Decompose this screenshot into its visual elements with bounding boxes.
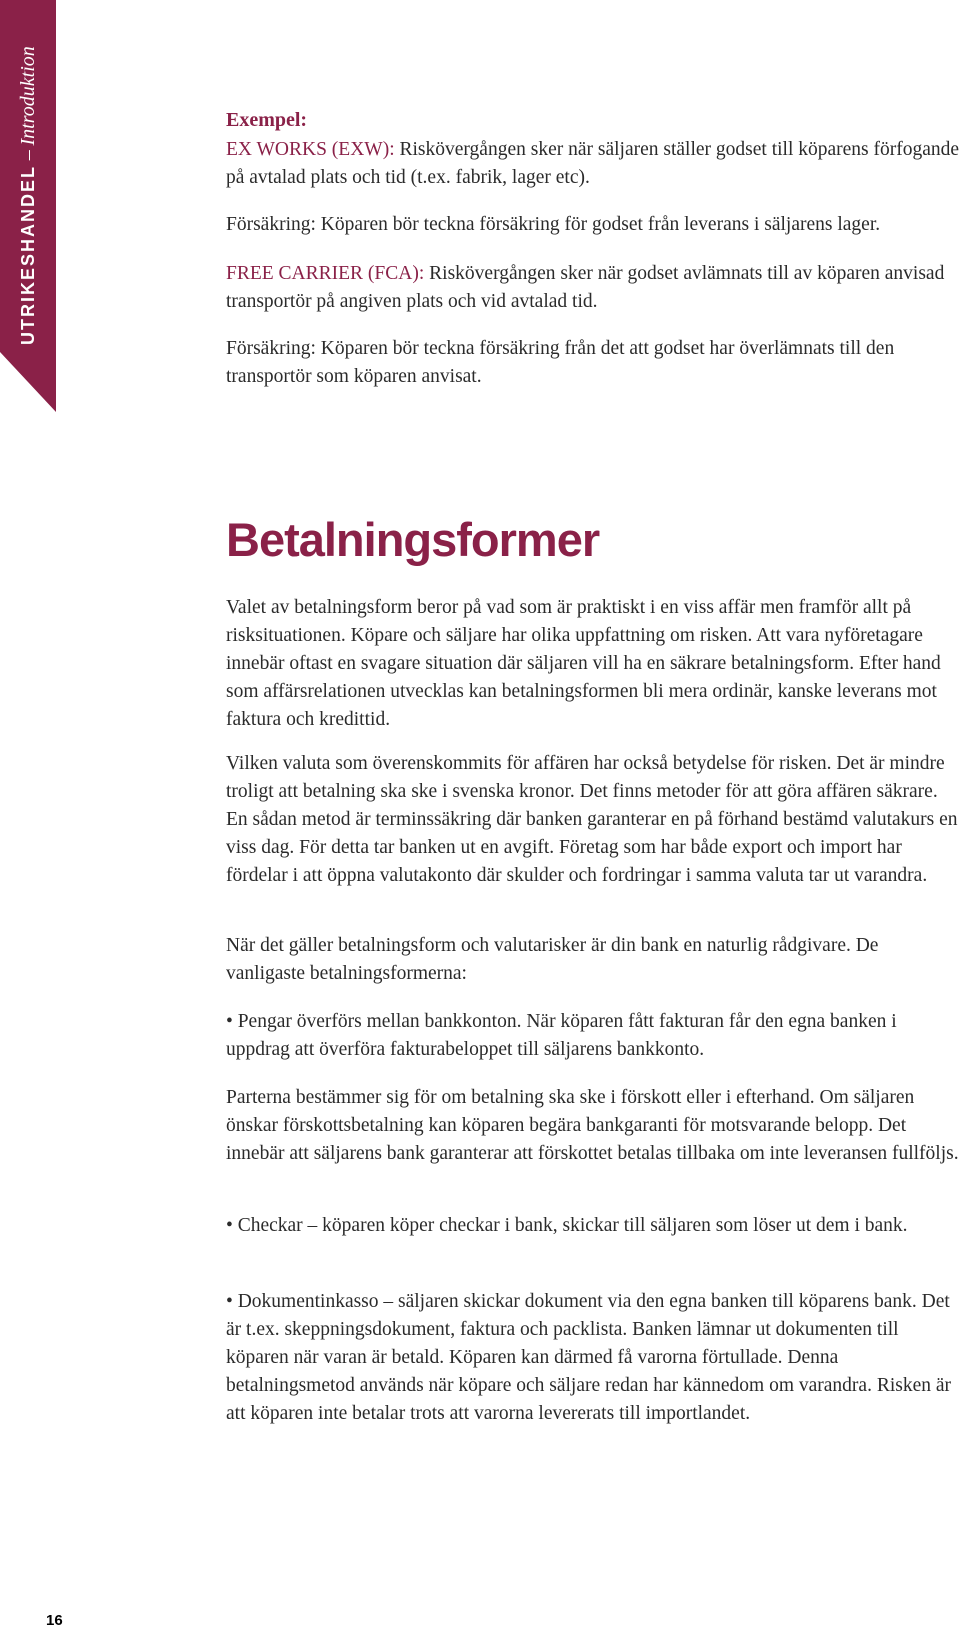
- bullet-document-collection: • Dokumentinkasso – säljaren skickar dokument via den egna banken till köparens bank. Det är t.ex. skeppningsdokument, faktura och packlista. Banken lämnar ut dokumenten till köparen när varan är betald. Köparen kan därmed få varorna förtullade. Denna betalningsmetod används när köpare och säljare redan har kännedom om varandra. Risken är att köparen inte betalar trots att varorna levererats till importlandet.: [226, 1291, 952, 1424]
- fca-term: FREE CARRIER (FCA):: [226, 263, 425, 284]
- paragraph-bank-advisor: När det gäller betalningsform och valutarisker är din bank en naturlig rådgivare. De vanligaste betalningsformerna:: [226, 935, 879, 984]
- side-tab-label: [18, 46, 39, 345]
- section-title: Betalningsformer: [226, 513, 600, 566]
- exw-term: EX WORKS (EXW):: [226, 139, 395, 160]
- exw-text: Riskövergången sker när säljaren ställer godset till köparens förfogande på avtalad plats och tid (t.ex. fabrik, lager etc).: [226, 139, 960, 188]
- paragraph-currency: Vilken valuta som överenskommits för affären har också betydelse för risken. Det är mindre troligt att betalning ska ske i svenska kronor. Det finns metoder för att göra affären säkrare. En sådan metod är terminssäkring där banken garanterar en på förhand bestämd valutakurs en viss dag. För detta tar banken ut en avgift. Företag som har både export och import har fördelar i att öppna valutakonto där skulder och fordringar i samma valuta tar ut varandra.: [226, 753, 958, 886]
- exw-insurance-paragraph: Försäkring: Köparen bör teckna försäkring för godset från leverans i säljarens lager.: [226, 214, 881, 235]
- bullet-checks: • Checkar – köparen köper checkar i bank, skickar till säljaren som löser ut dem i bank.: [226, 1215, 908, 1236]
- fca-text: Riskövergången sker när godset avlämnats till av köparen anvisad transportör på angiven plats och vid avtalad tid.: [226, 263, 945, 312]
- bullet-bank-transfer: • Pengar överförs mellan bankkonton. När köparen fått fakturan får den egna banken i uppdrag att överföra fakturabeloppet till säljarens bankkonto.: [226, 1011, 897, 1060]
- side-tab-primary: UTRIKESHANDEL: [18, 164, 38, 345]
- exw-paragraph: [226, 136, 960, 192]
- fca-paragraph: [226, 260, 960, 316]
- page-number: 16: [46, 1612, 63, 1629]
- side-tab-secondary: Introduktion: [17, 46, 39, 146]
- paragraph-payment-choice: Valet av betalningsform beror på vad som är praktiskt i en viss affär men framför allt på risksituationen. Köpare och säljare har olika uppfattning om risken. Att vara nyföretagare innebär oftast en svagare situation där säljaren vill ha en säkrare betalningsform. Efter hand som affärsrelationen utvecklas kan betalningsformen bli mera ordinär, kanske leverans mot faktura och kredittid.: [226, 597, 941, 730]
- side-tab-separator: –: [17, 150, 39, 161]
- side-tab: [0, 0, 56, 430]
- example-heading: Exempel:: [226, 109, 308, 131]
- paragraph-prepayment: Parterna bestämmer sig för om betalning ska ske i förskott eller i efterhand. Om säljaren önskar förskottsbetalning kan köparen begära bankgaranti för motsvarande belopp. Det innebär att säljarens bank garanterar att förskottet betalas tillbaka om inte leveransen fullföljs.: [226, 1087, 959, 1164]
- fca-insurance-paragraph: Försäkring: Köparen bör teckna försäkring från det att godset har överlämnats till den transportör som köparen anvisat.: [226, 338, 895, 387]
